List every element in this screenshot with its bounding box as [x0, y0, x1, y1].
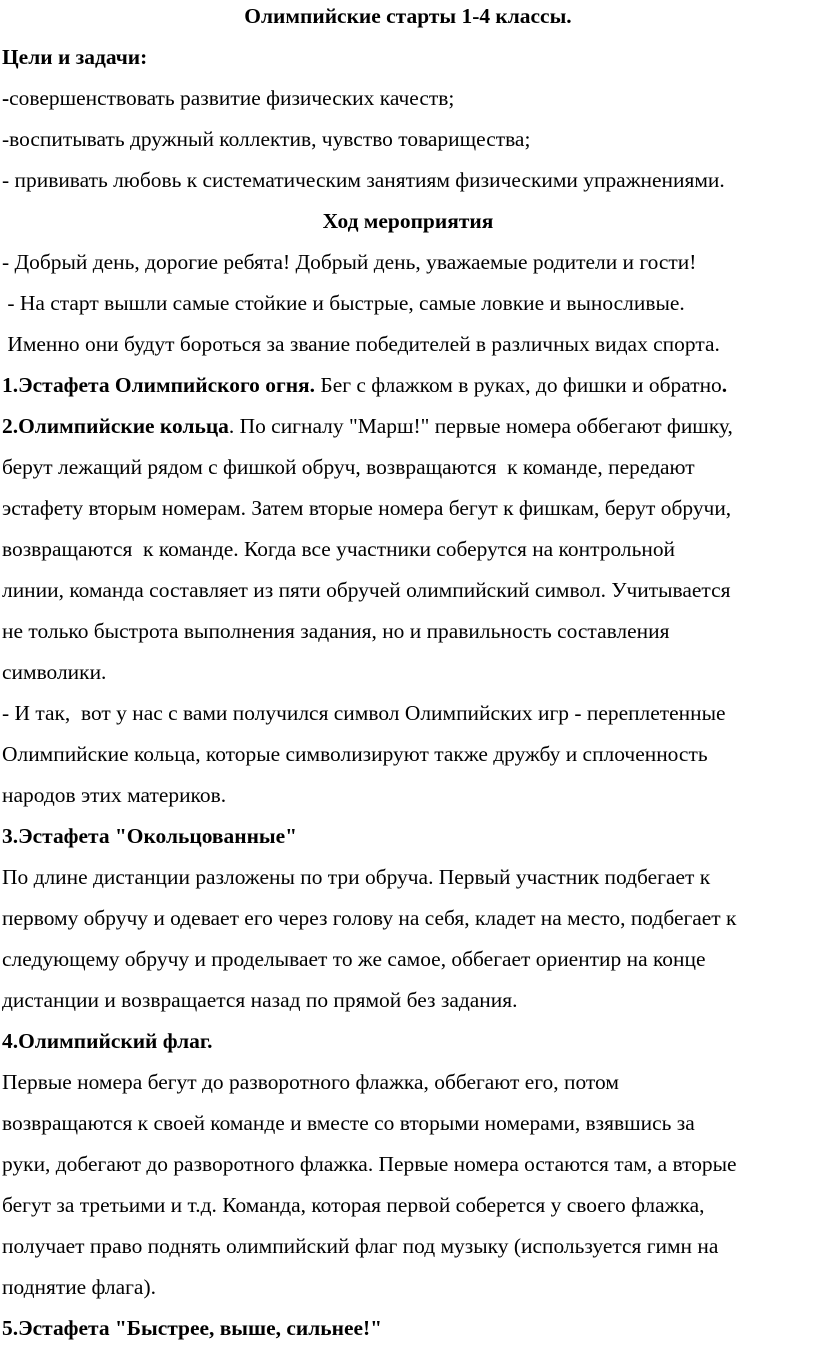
- relay2-line: возвращаются к команде. Когда все участники соберутся на контрольной: [2, 537, 676, 561]
- relay4-line: руки, добегают до разворотного флажка. Первые номера остаются там, а вторые: [2, 1152, 737, 1176]
- document-title: Олимпийские старты 1-4 классы.: [244, 4, 572, 28]
- relay2-first-line: [2, 406, 814, 447]
- relay4-title: 4.Олимпийский флаг.: [2, 1029, 213, 1053]
- relay3-line: первому обручу и одевает его через голову на себя, кладет на место, подбегает к: [2, 906, 737, 930]
- goal-text: воспитывать дружный коллектив, чувство товарищества;: [9, 127, 531, 151]
- relay2-line: символики.: [2, 660, 107, 684]
- relay1-paragraph: [2, 365, 814, 406]
- goal-text: совершенствовать развитие физических качеств;: [9, 86, 455, 110]
- relay4-line: возвращаются к своей команде и вместе со вторыми номерами, взявшись за: [2, 1111, 695, 1135]
- symbol-line: Олимпийские кольца, которые символизируют также дружбу и сплоченность: [2, 742, 708, 766]
- relay2-title: 2.Олимпийские кольца: [2, 414, 229, 438]
- relay2-line: не только быстрота выполнения задания, но и правильность составления: [2, 619, 670, 643]
- relay2-first-line-text: . По сигналу "Марш!" первые номера оббегают фишку,: [228, 414, 733, 438]
- relay1-text: Бег с флажком в руках, до фишки и обратно: [315, 373, 722, 397]
- relay4-line: бегут за третьими и т.д. Команда, которая первой соберется у своего флажка,: [2, 1193, 705, 1217]
- relay4-line: Первые номера бегут до разворотного флажка, оббегают его, потом: [2, 1070, 619, 1094]
- relay2-line: берут лежащий рядом с фишкой обруч, возвращаются к команде, передают: [2, 455, 695, 479]
- relay2-line: эстафету вторым номерам. Затем вторые номера бегут к фишкам, берут обручи,: [2, 496, 732, 520]
- intro-line: - На старт вышли самые стойкие и быстрые, самые ловкие и выносливые.: [2, 291, 685, 315]
- relay1-title: 1.Эстафета Олимпийского огня.: [2, 373, 316, 397]
- goal-item: [2, 160, 814, 201]
- relay3-title: 3.Эстафета "Окольцованные": [2, 824, 298, 848]
- relay4-line: получает право поднять олимпийский флаг под музыку (используется гимн на: [2, 1234, 719, 1258]
- symbol-line: - И так, вот у нас с вами получился символ Олимпийских игр - переплетенные: [2, 701, 726, 725]
- goal-item: [2, 78, 814, 119]
- intro-line: - Добрый день, дорогие ребята! Добрый день, уважаемые родители и гости!: [2, 250, 697, 274]
- relay3-line: следующему обручу и проделывает то же самое, оббегает ориентир на конце: [2, 947, 706, 971]
- relay3-line: дистанции и возвращается назад по прямой без задания.: [2, 988, 518, 1012]
- relay1-end: .: [721, 373, 728, 397]
- goals-heading: Цели и задачи:: [2, 45, 148, 69]
- event-heading: Ход мероприятия: [322, 209, 494, 233]
- goal-item: [2, 119, 814, 160]
- relay3-line: По длине дистанции разложены по три обруча. Первый участник подбегает к: [2, 865, 711, 889]
- intro-line: Именно они будут бороться за звание победителей в различных видах спорта.: [2, 332, 720, 356]
- goal-dash: -: [2, 168, 15, 192]
- relay5-title: 5.Эстафета "Быстрее, выше, сильнее!": [2, 1316, 383, 1340]
- goal-dash: -: [2, 127, 10, 151]
- goal-dash: -: [2, 86, 10, 110]
- relay2-line: линии, команда составляет из пяти обручей олимпийский символ. Учитывается: [2, 578, 731, 602]
- goal-text: прививать любовь к систематическим занятиям физическими упражнениями.: [14, 168, 725, 192]
- symbol-line: народов этих материков.: [2, 783, 227, 807]
- relay4-line: поднятие флага).: [2, 1275, 156, 1299]
